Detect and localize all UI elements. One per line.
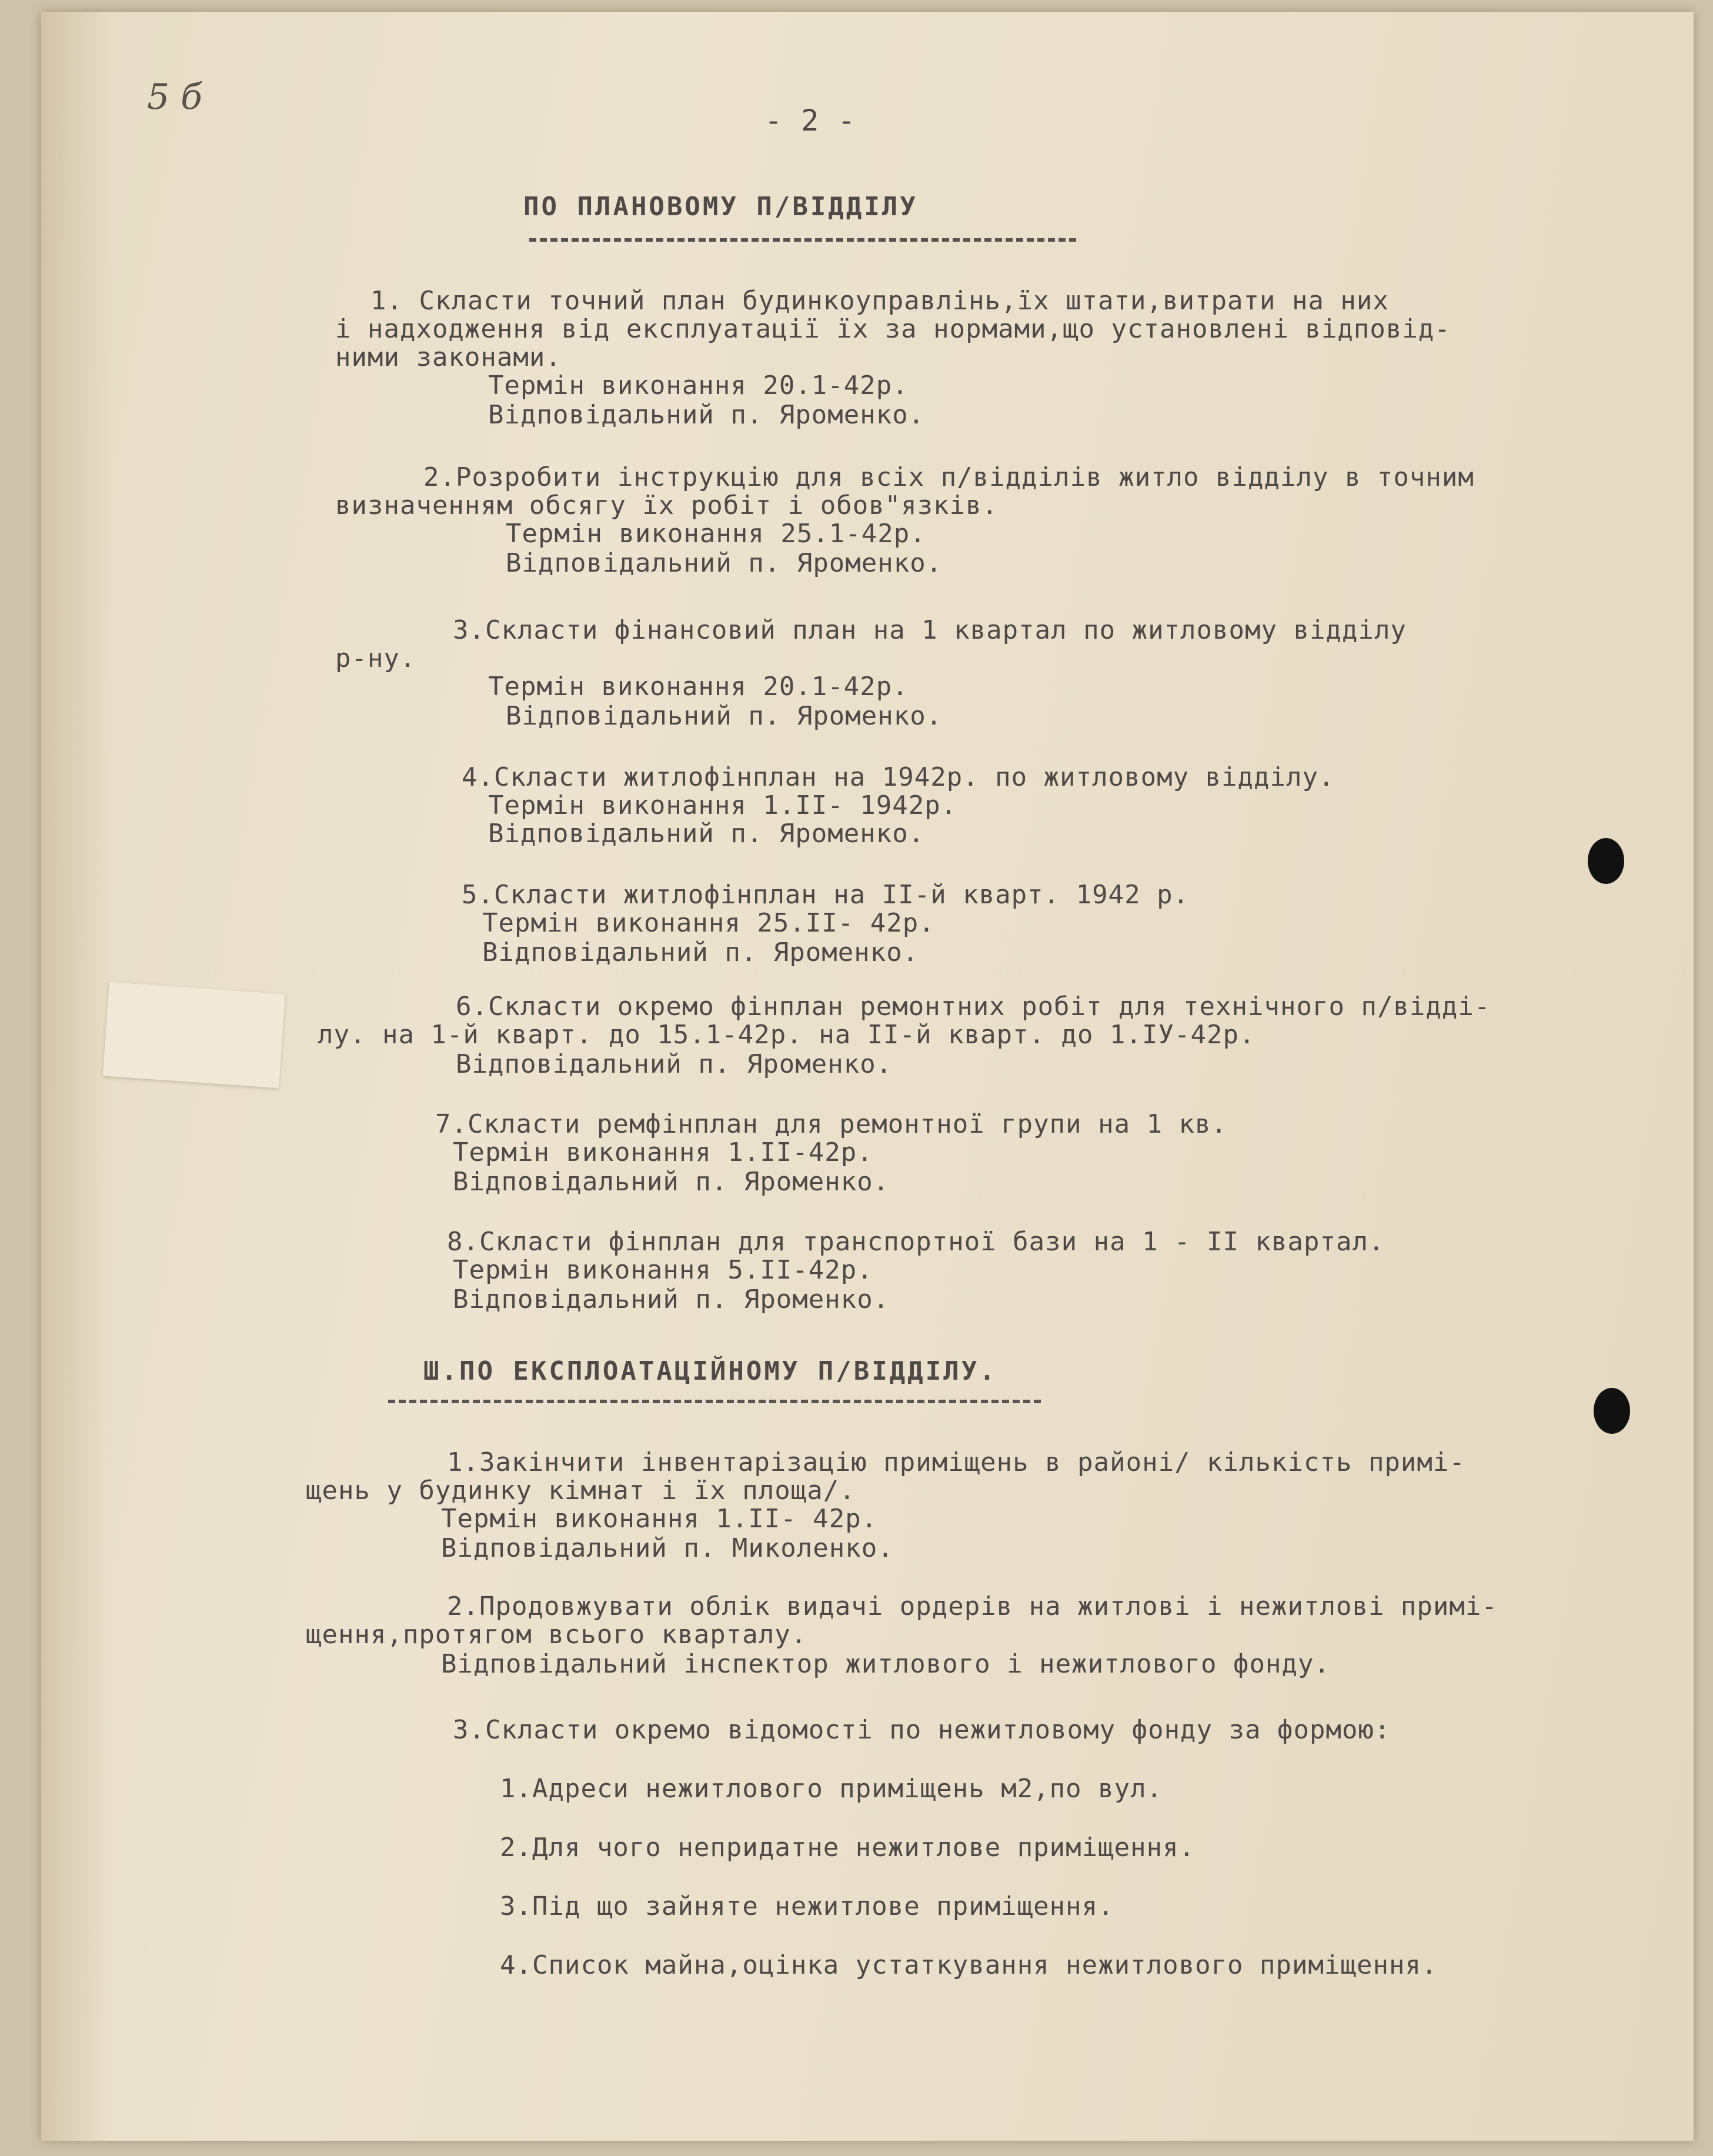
item-text-line: щення,протягом всього кварталу.: [306, 1620, 807, 1650]
item-text-line: 8.Скласти фінплан для транспортної бази на 1 - ІІ квартал.: [447, 1227, 1385, 1257]
item-text-line: ними законами.: [335, 342, 562, 372]
item-text-line: 5.Скласти житлофінплан на ІІ-й кварт. 1942 р.: [462, 880, 1190, 910]
item-text-line: 3.Скласти фінансовий план на 1 квартал по житловому відділу: [453, 615, 1407, 645]
sub-list-item: 1.Адреси нежитлового приміщень м2,по вул.: [500, 1774, 1163, 1804]
item-term: Термін виконання 5.ІІ-42р.: [453, 1255, 873, 1285]
folded-paper-corner: [103, 982, 285, 1089]
item-text-line: щень у будинку кімнат і їх площа/.: [306, 1476, 856, 1506]
item-term: Термін виконання 1.ІІ- 1942р.: [488, 790, 957, 820]
item-text-line: 1. Скласти точний план будинкоуправлінь,їх штати,витрати на них: [370, 286, 1389, 316]
item-term: Термін виконання 25.ІІ- 42р.: [482, 908, 935, 938]
item-responsible: Відповідальний п. Яроменко.: [506, 701, 943, 731]
item-responsible: Відповідальний п. Яроменко.: [488, 400, 925, 430]
item-responsible: Відповідальний п. Яроменко.: [482, 937, 919, 967]
item-term: Термін виконання 25.1-42р.: [506, 519, 926, 549]
item-responsible: Відповідальний п. Яроменко.: [506, 548, 943, 578]
item-text-line: визначенням обсягу їх робіт і обов"язків.: [335, 490, 999, 520]
item-term: Термін виконання 20.1-42р.: [488, 672, 909, 702]
item-responsible: Відповідальний п. Яроменко.: [453, 1284, 890, 1314]
section-heading-planning: ПО ПЛАНОВОМУ П/ВІДДІЛУ: [523, 192, 918, 222]
item-text-line: 1.Закінчити інвентарізацію приміщень в районі/ кількість примі-: [447, 1447, 1465, 1477]
item-text-line: лу. на 1-й кварт. до 15.1-42р. на ІІ-й кварт. до 1.ІУ-42р.: [318, 1020, 1255, 1050]
item-term: Термін виконання 20.1-42р.: [488, 371, 909, 401]
item-responsible: Відповідальний п. Миколенко.: [441, 1533, 894, 1563]
heading-underline: [529, 238, 1076, 242]
document-page: [41, 12, 1694, 2141]
item-responsible: Відповідальний п. Яроменко.: [453, 1167, 890, 1197]
punch-hole: [1588, 838, 1624, 884]
sub-list-item: 2.Для чого непридатне нежитлове приміщення.: [500, 1833, 1196, 1863]
sub-list-item: 4.Список майна,оцінка устаткування нежитлового приміщення.: [500, 1950, 1438, 1980]
item-text-line: 2.Розробити інструкцію для всіх п/відділів житло відділу в точним: [423, 462, 1474, 492]
item-text-line: 6.Скласти окремо фінплан ремонтних робіт для технічного п/відді-: [456, 992, 1491, 1022]
item-responsible: Відповідальний п. Яроменко.: [488, 819, 925, 849]
sub-list-item: 3.Під що зайняте нежитлове приміщення.: [500, 1891, 1114, 1921]
item-term: Термін виконання 1.ІІ- 42р.: [441, 1504, 878, 1534]
item-text-line: і надходження від експлуатації їх за нормами,що установлені відповід-: [335, 314, 1451, 344]
item-text-line: 3.Скласти окремо відомості по нежитловому фонду за формою:: [453, 1715, 1391, 1745]
section-heading-exploitation: Ш.ПО ЕКСПЛОАТАЦІЙНОМУ П/ВІДДІЛУ.: [423, 1356, 997, 1386]
item-text-line: 4.Скласти житлофінплан на 1942р. по житловому відділу.: [462, 762, 1335, 792]
archive-page-number: 5 б: [147, 76, 202, 118]
punch-hole: [1594, 1388, 1630, 1434]
item-text-line: р-ну.: [335, 643, 416, 673]
item-term: Термін виконання 1.ІІ-42р.: [453, 1137, 873, 1167]
page-number: - 2 -: [764, 104, 856, 138]
item-responsible: Відповідальний інспектор житлового і нежитлового фонду.: [441, 1649, 1330, 1679]
item-text-line: 2.Продовжувати облік видачі ордерів на житлові і нежитлові примі-: [447, 1591, 1498, 1621]
heading-underline: [388, 1400, 1041, 1403]
item-text-line: 7.Скласти ремфінплан для ремонтної групи на 1 кв.: [435, 1109, 1228, 1139]
item-responsible: Відповідальний п. Яроменко.: [456, 1049, 893, 1079]
